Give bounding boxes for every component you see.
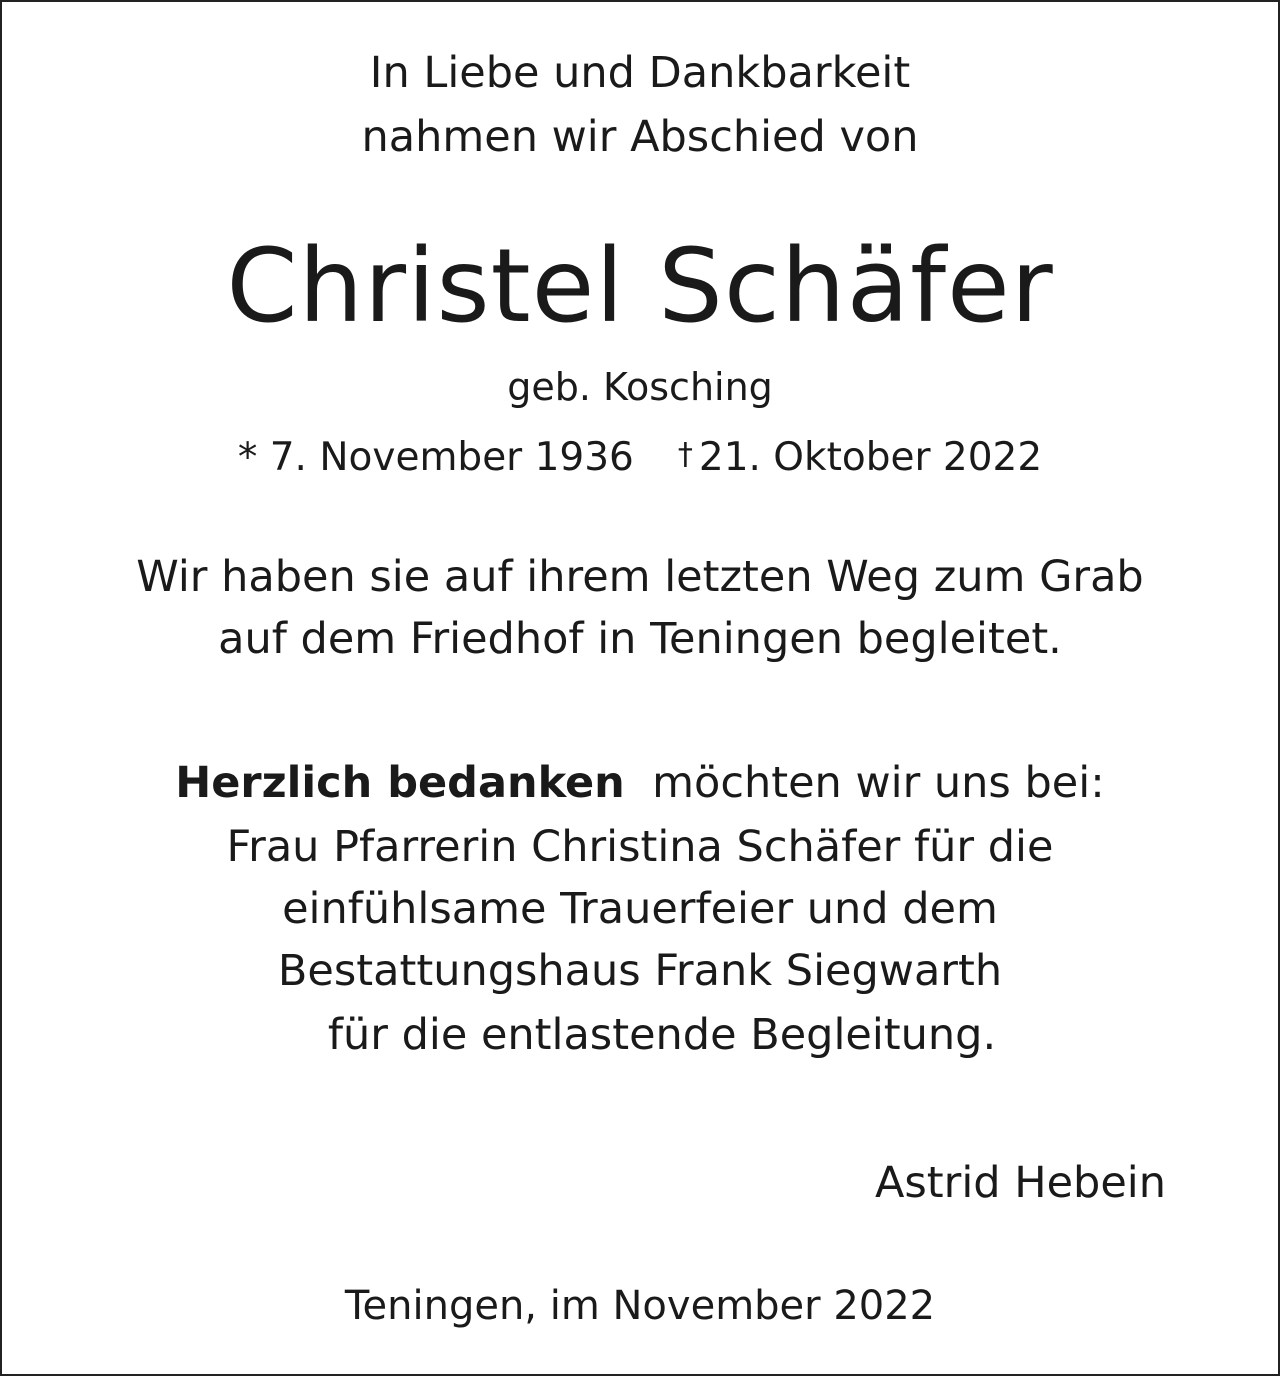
thanks-intro: möchten wir uns bei: xyxy=(652,758,1105,808)
thanks-line-2: Frau Pfarrerin Christina Schäfer für die xyxy=(226,822,1054,872)
burial-line-2: auf dem Friedhof in Teningen begleitet. xyxy=(218,614,1062,664)
life-dates xyxy=(0,435,1280,480)
place-date: Teningen, im November 2022 xyxy=(344,1283,936,1329)
intro-line-1: In Liebe und Dankbarkeit xyxy=(369,48,911,98)
death-date: 21. Oktober 2022 xyxy=(698,435,1043,480)
thanks-line-5: für die entlastende Begleitung. xyxy=(327,1010,997,1060)
cross-symbol: † xyxy=(677,437,693,472)
maiden-name: geb. Kosching xyxy=(507,365,773,409)
thanks-line-1 xyxy=(0,758,1280,808)
birth-date: * 7. November 1936 xyxy=(237,435,634,480)
thanks-line-3: einfühlsame Trauerfeier und dem xyxy=(282,884,998,934)
intro-line-2: nahmen wir Abschied von xyxy=(361,112,919,162)
burial-line-1: Wir haben sie auf ihrem letzten Weg zum Grab xyxy=(136,552,1144,602)
signature: Astrid Hebein xyxy=(874,1158,1166,1208)
deceased-name: Christel Schäfer xyxy=(226,227,1054,346)
thanks-heading: Herzlich bedanken xyxy=(175,758,625,808)
thanks-line-4: Bestattungshaus Frank Siegwarth xyxy=(277,946,1003,996)
